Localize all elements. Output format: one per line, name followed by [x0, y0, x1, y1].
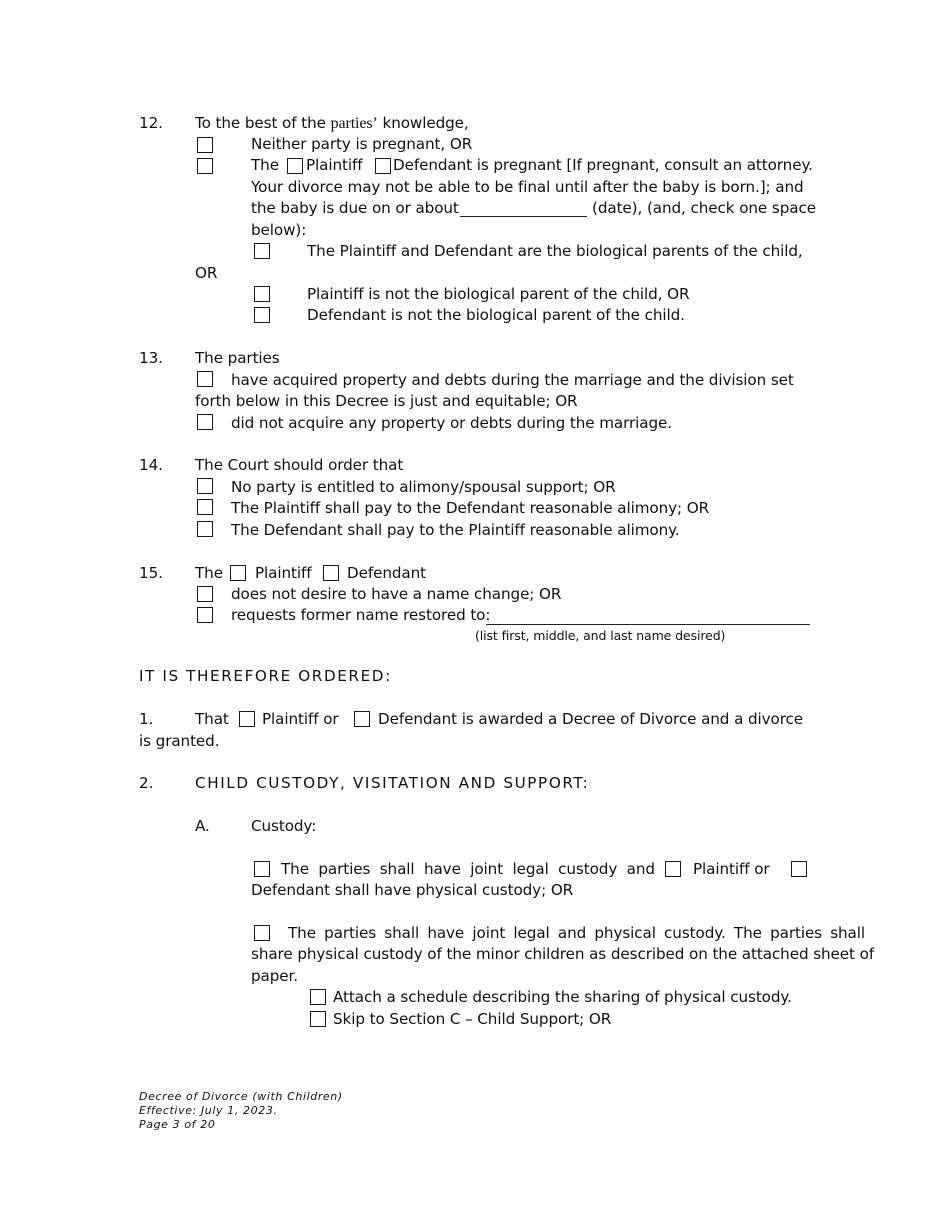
section-13-number: 13.: [139, 349, 163, 367]
defendant-not-parent-label: Defendant is not the biological parent of the child.: [307, 306, 685, 324]
name-defendant-checkbox[interactable]: [323, 565, 339, 581]
physical-plaintiff-label: Plaintiff or: [693, 860, 770, 878]
plaintiff-pays-alimony-label: The Plaintiff shall pay to the Defendant reasonable alimony; OR: [231, 499, 710, 517]
skip-section-c-checkbox[interactable]: [310, 1011, 326, 1027]
joint-physical-label: The parties shall have joint legal and physical custody. The parties shall: [288, 924, 865, 942]
order-1-that: That: [195, 710, 229, 728]
neither-pregnant-checkbox[interactable]: [197, 137, 213, 153]
section-14-number: 14.: [139, 456, 163, 474]
decree-plaintiff-label: Plaintiff or: [262, 710, 339, 728]
footer-title: Decree of Divorce (with Children): [139, 1090, 343, 1103]
due-date-suffix: (date), (and, check one space: [592, 199, 816, 217]
no-property-label: did not acquire any property or debts during the marriage.: [231, 414, 672, 432]
custody-a-label: A.: [195, 817, 210, 835]
physical-defendant-label: Defendant shall have physical custody; OR: [251, 881, 574, 899]
former-name-field[interactable]: [486, 624, 810, 625]
physical-defendant-checkbox[interactable]: [791, 861, 807, 877]
pregnant-defendant-label: Defendant is pregnant [If pregnant, consult an attorney.: [393, 156, 813, 174]
order-2-number: 2.: [139, 774, 154, 792]
or-text: OR: [195, 264, 218, 282]
skip-section-c-label: Skip to Section C – Child Support; OR: [333, 1010, 612, 1028]
restore-name-label: requests former name restored to:: [231, 606, 491, 624]
joint-legal-word: parties: [318, 860, 371, 878]
joint-legal-word: The: [281, 860, 309, 878]
section-15-number: 15.: [139, 564, 163, 582]
no-alimony-label: No party is entitled to alimony/spousal support; OR: [231, 478, 616, 496]
joint-physical-line2: share physical custody of the minor children as described on the attached sheet of: [251, 945, 875, 963]
restore-name-checkbox[interactable]: [197, 607, 213, 623]
plaintiff-not-parent-label: Plaintiff is not the biological parent of the child, OR: [307, 285, 690, 303]
decree-defendant-checkbox[interactable]: [354, 711, 370, 727]
name-plaintiff-label: Plaintiff: [255, 564, 312, 582]
joint-physical-line3: paper.: [251, 967, 299, 985]
pregnant-defendant-checkbox[interactable]: [375, 158, 391, 174]
custody-a-title: Custody:: [251, 817, 317, 835]
footer-effective: Effective: July 1, 2023.: [139, 1104, 278, 1117]
joint-legal-word: shall: [379, 860, 415, 878]
footer-page: Page 3 of 20: [139, 1118, 216, 1131]
section-13-intro: The parties: [195, 349, 280, 367]
joint-legal-word: and: [626, 860, 655, 878]
custody-heading: CHILD CUSTODY, VISITATION AND SUPPORT:: [195, 774, 590, 792]
check-one-below: below):: [251, 221, 307, 239]
acquired-property-label: have acquired property and debts during the marriage and the division set: [231, 371, 794, 389]
party-pregnant-checkbox[interactable]: [197, 158, 213, 174]
joint-legal-word: custody: [558, 860, 618, 878]
order-1-number: 1.: [139, 710, 154, 728]
plaintiff-pays-alimony-checkbox[interactable]: [197, 499, 213, 515]
joint-legal-label: [281, 859, 655, 879]
attach-schedule-checkbox[interactable]: [310, 989, 326, 1005]
defendant-pays-alimony-checkbox[interactable]: [197, 521, 213, 537]
neither-pregnant-label: Neither party is pregnant, OR: [251, 135, 473, 153]
joint-legal-word: joint: [470, 860, 504, 878]
pregnancy-note-line: Your divorce may not be able to be final until after the baby is born.]; and: [251, 178, 804, 196]
party-pregnant-the: The: [251, 156, 279, 174]
attach-schedule-label: Attach a schedule describing the sharing of physical custody.: [333, 988, 792, 1006]
due-date-field[interactable]: [460, 216, 587, 217]
defendant-pays-alimony-label: The Defendant shall pay to the Plaintiff reasonable alimony.: [231, 521, 680, 539]
joint-legal-word: legal: [512, 860, 549, 878]
biological-parents-checkbox[interactable]: [254, 243, 270, 259]
physical-plaintiff-checkbox[interactable]: [665, 861, 681, 877]
acquired-property-checkbox[interactable]: [197, 371, 213, 387]
section-15-the: The: [195, 564, 223, 582]
no-alimony-checkbox[interactable]: [197, 478, 213, 494]
therefore-ordered-heading: IT IS THEREFORE ORDERED:: [139, 667, 392, 685]
name-defendant-label: Defendant: [347, 564, 426, 582]
no-property-checkbox[interactable]: [197, 414, 213, 430]
former-name-caption: (list first, middle, and last name desired): [475, 628, 726, 643]
name-plaintiff-checkbox[interactable]: [230, 565, 246, 581]
joint-legal-word: have: [423, 860, 461, 878]
acquired-property-label-cont: forth below in this Decree is just and equitable; OR: [195, 392, 578, 410]
pregnant-plaintiff-checkbox[interactable]: [287, 158, 303, 174]
joint-physical-checkbox[interactable]: [254, 925, 270, 941]
pregnant-plaintiff-label: Plaintiff: [306, 156, 363, 174]
section-12-number: 12.: [139, 114, 163, 132]
due-date-label: the baby is due on or about: [251, 199, 459, 217]
section-14-intro: The Court should order that: [195, 456, 404, 474]
joint-legal-checkbox[interactable]: [254, 861, 270, 877]
order-1-line2: is granted.: [139, 732, 220, 750]
biological-parents-label: The Plaintiff and Defendant are the biological parents of the child,: [307, 242, 803, 260]
no-name-change-checkbox[interactable]: [197, 586, 213, 602]
section-12-intro: To the best of the parties’ knowledge,: [195, 114, 469, 132]
no-name-change-label: does not desire to have a name change; OR: [231, 585, 562, 603]
plaintiff-not-parent-checkbox[interactable]: [254, 286, 270, 302]
decree-defendant-label: Defendant is awarded a Decree of Divorce and a divorce: [378, 710, 804, 728]
defendant-not-parent-checkbox[interactable]: [254, 307, 270, 323]
decree-plaintiff-checkbox[interactable]: [239, 711, 255, 727]
